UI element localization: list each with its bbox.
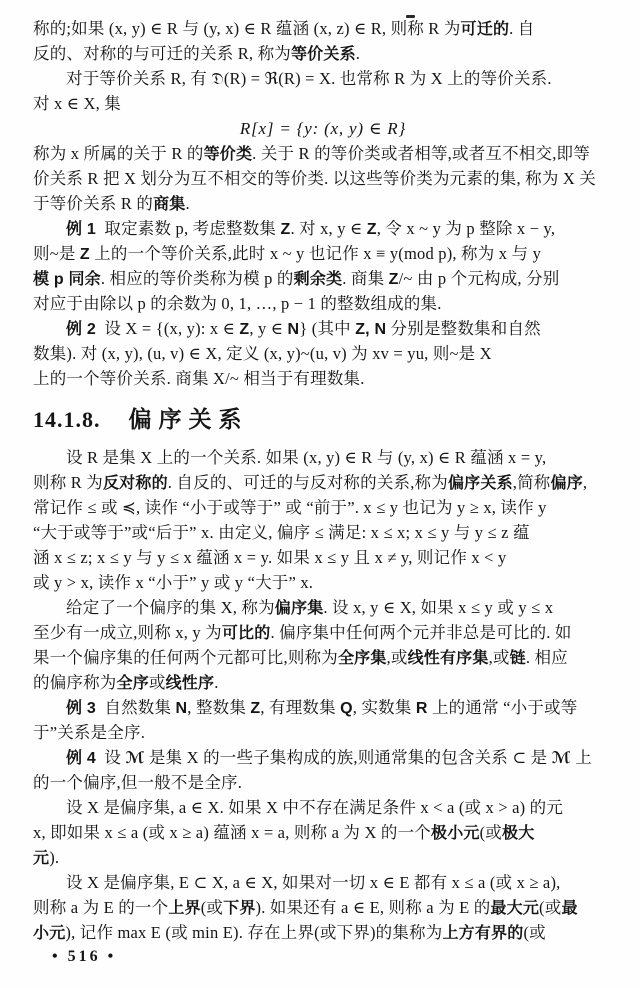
text-segment: . 对 x, y ∈	[290, 219, 367, 238]
text-segment: 设 X = {(x, y): x ∈	[95, 319, 240, 338]
bold-term: ℳ	[125, 750, 145, 767]
text-line	[33, 41, 613, 66]
bold-term: Z	[280, 221, 291, 238]
bold-term: 上界	[168, 900, 201, 917]
text-segment: ,或	[386, 648, 408, 667]
text-segment: x, 即如果 x ≤ a (或 x ≥ a) 蕴涵 x = a, 则称 a 为 X 的一个	[33, 823, 431, 842]
text-line	[33, 645, 613, 670]
text-segment: . 自反的、可迁的与反对称的关系,称为	[167, 473, 448, 492]
text-segment: 的一个偏序,但一般不是全序.	[33, 773, 243, 792]
text-line	[33, 670, 613, 695]
text-segment: .	[214, 673, 219, 692]
text-segment: R[x] = {y: (x, y) ∈ R}	[239, 119, 407, 138]
bold-term: 最	[561, 900, 578, 917]
text-segment: 自然数集	[95, 698, 176, 717]
text-line	[33, 291, 613, 316]
text-line	[33, 545, 613, 570]
bold-term: 全序集	[337, 650, 387, 667]
text-segment: 常记作 ≤ 或 ≼, 读作 “小于或等于” 或 “前于”. x ≤ y 也记为 y ≥ x, 读作 y	[33, 498, 547, 517]
bold-term: 模 p 同余	[33, 271, 101, 288]
bold-term: N	[287, 321, 300, 338]
bold-term: 例 3	[66, 700, 96, 717]
text-segment: 称为 x 所属的关于 R 的	[33, 144, 204, 163]
bold-term: Z	[239, 321, 250, 338]
page-number: • 516 •	[52, 948, 117, 965]
text-segment: 是集 X 的一些子集构成的族,则通常集的包含关系 ⊂ 是	[144, 748, 552, 767]
text-line	[33, 141, 613, 166]
text-line	[33, 570, 613, 595]
text-line	[33, 920, 613, 945]
text-segment: ,简称	[512, 473, 551, 492]
text-segment: } (其中	[299, 319, 356, 338]
text-segment: “大于或等于”或“后于” x. 由定义, 偏序 ≤ 满足: x ≤ x; x ≤ y 与 y ≤ z 蕴	[33, 523, 530, 542]
text-segment: 对于等价关系 R, 有 𝔇(R) = ℜ(R) = X. 也常称 R 为 X 上的等价关系.	[66, 69, 552, 88]
text-segment: 对 x ∈ X, 集	[33, 94, 122, 113]
section-title: 偏序关系	[128, 407, 249, 432]
text-line	[33, 520, 613, 545]
bold-term: 下界	[223, 900, 256, 917]
text-segment: 于”关系是全序.	[33, 723, 146, 742]
bold-term: 偏序集	[274, 600, 324, 617]
text-segment: 对应于由除以 p 的余数为 0, 1, …, p − 1 的整数组成的集.	[33, 294, 442, 313]
text-line	[33, 166, 613, 191]
text-segment: (或	[523, 923, 546, 942]
bold-term: 偏序关系	[447, 475, 513, 492]
bold-term: 反对称的	[102, 475, 168, 492]
text-segment: 给定了一个偏序的集 X, 称为	[66, 598, 275, 617]
text-segment: 或	[148, 673, 166, 692]
text-line	[33, 695, 613, 720]
text-line	[33, 820, 613, 845]
bold-term: 小元	[33, 925, 66, 942]
text-line	[33, 191, 613, 216]
text-segment: , 实数集	[352, 698, 416, 717]
text-segment: 或 y > x, 读作 x “小于” y 或 y “大于” x.	[33, 573, 314, 592]
bold-term: ℳ	[551, 750, 571, 767]
text-segment: 上	[570, 748, 592, 767]
text-segment: 则~是	[33, 244, 80, 263]
bold-term: 例 4	[66, 750, 96, 767]
text-line	[33, 445, 613, 470]
text-segment: 价关系 R 把 X 划分为互不相交的等价类. 以这些等价类为元素的集, 称为 X 关	[33, 169, 596, 188]
text-segment: 设 X 是偏序集, a ∈ X. 如果 X 中不存在满足条件 x < a (或 x > a) 的元	[66, 798, 564, 817]
text-segment: 上的一个等价关系,此时 x ~ y 也记作 x ≡ y(mod p), 称为 x 与 y	[89, 244, 542, 263]
text-line	[33, 620, 613, 645]
text-line	[33, 720, 613, 745]
text-segment: . 相应	[525, 648, 568, 667]
text-segment: , 令 x ~ y 为 p 整除 x − y,	[376, 219, 556, 238]
bold-term: 偏序	[550, 475, 583, 492]
text-segment: . 设 x, y ∈ X, 如果 x ≤ y 或 y ≤ x	[323, 598, 554, 617]
text-segment: ). 如果还有 a ∈ E, 则称 a 为 E 的	[255, 898, 491, 917]
bold-term: Q	[340, 700, 353, 717]
bold-term: 等价关系	[290, 46, 356, 63]
section-heading	[33, 397, 613, 443]
bold-term: 极大	[502, 825, 535, 842]
text-segment: . 商集	[342, 269, 389, 288]
bold-term: Z	[79, 246, 90, 263]
bold-term: 等价类	[203, 146, 253, 163]
text-line	[33, 470, 613, 495]
bold-term: 线性序	[165, 675, 215, 692]
bold-term: Z	[388, 271, 399, 288]
text-segment: 则称 R 为	[33, 473, 103, 492]
text-segment: .	[355, 44, 361, 63]
text-segment: 上的一个等价关系. 商集 X/~ 相当于有理数集.	[33, 369, 365, 388]
text-segment: /~ 由 p 个元构成, 分别	[398, 269, 560, 288]
text-line	[33, 495, 613, 520]
text-line	[33, 66, 613, 91]
text-line	[33, 341, 613, 366]
bold-term: 可迁的	[460, 21, 510, 38]
text-segment: 至少有一成立,则称 x, y 为	[33, 623, 222, 642]
text-line	[33, 366, 613, 391]
text-line	[33, 91, 613, 116]
bold-term: 商集	[153, 196, 186, 213]
text-segment: . 关于 R 的等价类或者相等,或者互不相交,即等	[252, 144, 590, 163]
text-segment: 数集). 对 (x, y), (u, v) ∈ X, 定义 (x, y)~(u, v) 为 xv = yu, 则~是 X	[33, 344, 492, 363]
text-segment: 反的、对称的与可迁的关系 R, 称为	[33, 44, 291, 63]
bold-term: 全序	[116, 675, 149, 692]
text-line	[33, 316, 613, 341]
bold-term: 可比的	[221, 625, 271, 642]
text-line	[33, 266, 613, 291]
bold-term: 最大元	[490, 900, 540, 917]
text-segment: . 偏序集中任何两个元并非总是可比的. 如	[270, 623, 572, 642]
bold-term: 上方有界的	[442, 925, 524, 942]
text-segment: 设 X 是偏序集, E ⊂ X, a ∈ X, 如果对一切 x ∈ E 都有 x ≤ a (或 x ≥ a),	[66, 873, 561, 892]
formula-line	[33, 116, 613, 141]
text-line	[33, 745, 613, 770]
text-segment: (或	[539, 898, 562, 917]
bold-term: Z	[250, 700, 261, 717]
text-line	[33, 845, 613, 870]
text-segment: . 自	[509, 19, 535, 38]
page-text	[33, 16, 613, 945]
bold-term: 剩余类	[293, 271, 343, 288]
text-segment: 称的;如果 (x, y) ∈ R 与 (y, x) ∈ R 蕴涵 (x, z) ∈ R, 则称 R 为	[33, 19, 461, 38]
text-segment: 涵 x ≤ z; x ≤ y 与 y ≤ x 蕴涵 x = y. 如果 x ≤ y 且 x ≠ y, 则记作 x < y	[33, 548, 507, 567]
bold-term: Z	[366, 221, 377, 238]
text-segment: .	[185, 194, 190, 213]
text-segment: , y ∈	[249, 319, 288, 338]
text-segment: ,或	[488, 648, 510, 667]
text-line	[33, 895, 613, 920]
text-segment: (或	[200, 898, 224, 917]
text-segment: 分别是整数集和自然	[386, 319, 541, 338]
text-segment: , 整数集	[187, 698, 251, 717]
bold-term: 例 2	[66, 321, 96, 338]
bold-term: 线性有序集	[407, 650, 489, 667]
bold-term: 极小元	[431, 825, 480, 842]
text-segment: ,	[582, 473, 588, 492]
text-segment: . 相应的等价类称为模 p 的	[100, 269, 294, 288]
section-number: 14.1.8.	[33, 407, 101, 432]
text-line	[33, 216, 613, 241]
text-segment: 取定素数 p, 考虑整数集	[95, 219, 281, 238]
text-segment: 上的通常 “小于或等	[427, 698, 578, 717]
bold-term: R	[415, 700, 428, 717]
text-line	[33, 770, 613, 795]
bold-term: 链	[509, 650, 526, 667]
text-segment: ), 记作 max E (或 min E). 存在上界(或下界)的集称为	[65, 923, 443, 942]
text-line	[33, 16, 613, 41]
text-segment: 果一个偏序集的任何两个元都可比,则称为	[33, 648, 338, 667]
text-segment: ).	[49, 848, 60, 867]
text-segment: 则称 a 为 E 的一个	[33, 898, 169, 917]
text-line	[33, 241, 613, 266]
bold-term: 元	[33, 850, 50, 867]
text-segment: 的偏序称为	[33, 673, 117, 692]
bold-term: 例 1	[66, 221, 96, 238]
text-line	[33, 595, 613, 620]
text-segment: , 有理数集	[260, 698, 341, 717]
text-segment: 于等价关系 R 的	[33, 194, 154, 213]
text-segment: 设	[95, 748, 126, 767]
text-segment: 设 R 是集 X 上的一个关系. 如果 (x, y) ∈ R 与 (y, x) ∈ R 蕴涵 x = y,	[66, 448, 547, 467]
bold-term: Z, N	[355, 321, 387, 338]
bold-term: N	[175, 700, 188, 717]
text-line	[33, 795, 613, 820]
text-line	[33, 870, 613, 895]
text-segment: (或	[479, 823, 503, 842]
